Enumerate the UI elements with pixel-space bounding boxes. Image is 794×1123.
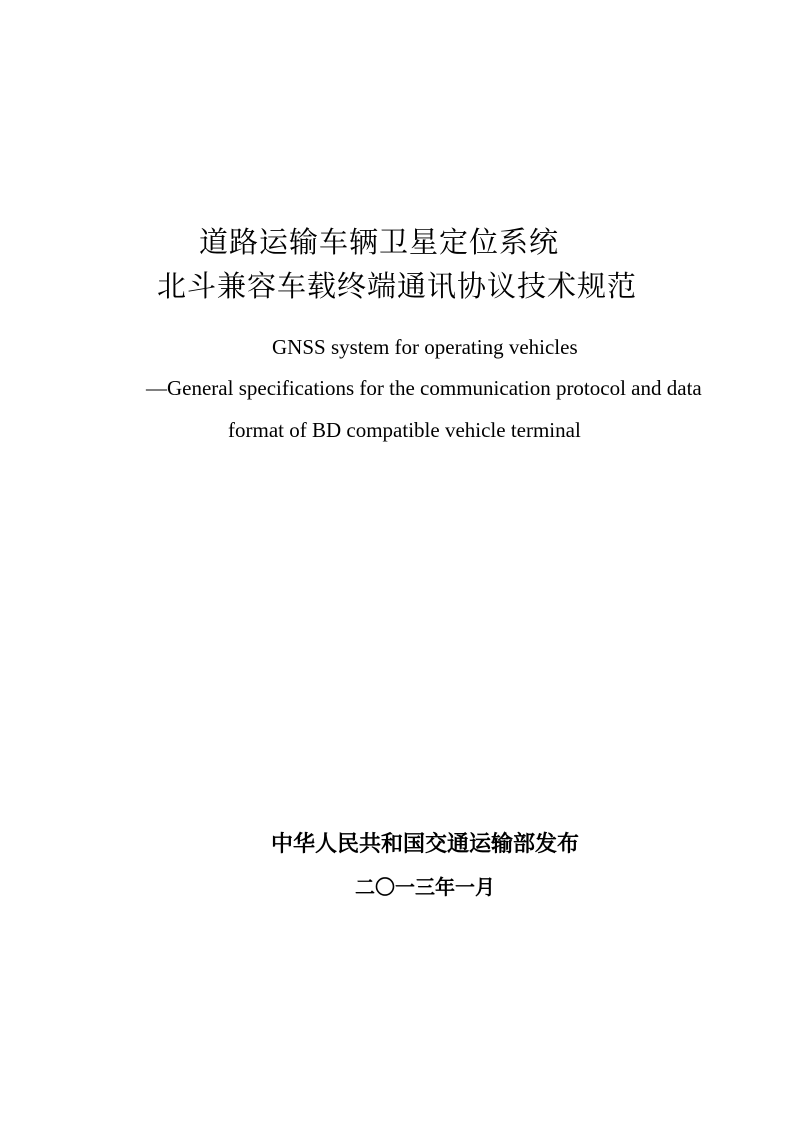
publisher: 中华人民共和国交通运输部发布 bbox=[270, 832, 579, 857]
english-title-line-1: GNSS system for operating vehicles bbox=[272, 335, 578, 359]
english-title-line-2: —General specifications for the communication protocol and data bbox=[146, 376, 702, 400]
chinese-title-line-1: 道路运输车辆卫星定位系统 bbox=[198, 225, 559, 259]
chinese-title-line-2: 北斗兼容车载终端通讯协议技术规范 bbox=[156, 269, 637, 303]
publication-date: 二〇一三年一月 bbox=[355, 875, 495, 899]
english-title-line-3: format of BD compatible vehicle terminal bbox=[228, 418, 581, 442]
